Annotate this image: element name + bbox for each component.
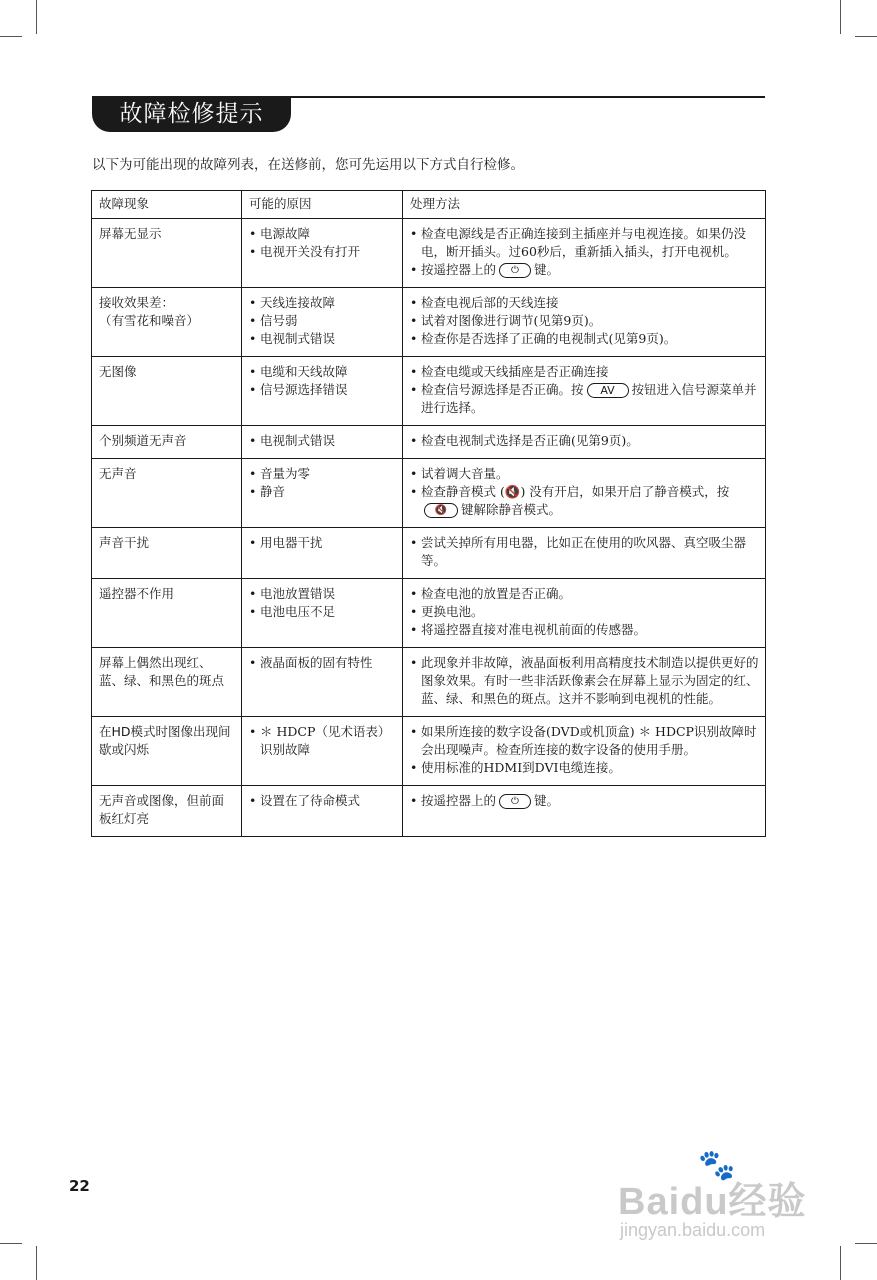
crop-mark [0, 36, 22, 37]
cause-item: • 电池电压不足 [249, 603, 396, 621]
solution-item: • 试着调大音量。 [410, 465, 759, 483]
table-row [92, 219, 766, 288]
cause-cell [242, 648, 403, 717]
solution-cell [403, 648, 766, 717]
cause-list [249, 294, 396, 348]
solution-item: • 检查电视后部的天线连接 [410, 294, 759, 312]
solution-item: • 如果所连接的数字设备(DVD或机顶盒) ＊ HDCP识别故障时会出现噪声。检查所连接的数字设备的使用手册。 [410, 723, 759, 759]
solution-cell [403, 528, 766, 579]
symptom-text: 接收效果差： [99, 295, 175, 310]
crop-mark [855, 1243, 877, 1244]
solution-cell [403, 357, 766, 426]
crop-mark [840, 0, 841, 34]
solution-cell [403, 219, 766, 288]
symptom-cell [92, 528, 242, 579]
symptom-text: 个别频道无声音 [99, 433, 187, 448]
cause-item: • 信号源选择错误 [249, 381, 396, 399]
cause-item: • 电源故障 [249, 225, 396, 243]
symptom-cell [92, 357, 242, 426]
solution-item: • 检查电缆或天线插座是否正确连接 [410, 363, 759, 381]
cause-item: • 设置在了待命模式 [249, 792, 396, 810]
symptom-text: 屏幕上偶然出现红、蓝、绿、和黑色的斑点 [99, 655, 225, 688]
symptom-subtext: （有雪花和噪音） [99, 313, 200, 328]
cause-item: • 电视制式错误 [249, 330, 396, 348]
cause-list [249, 585, 396, 621]
solution-text: ) 没有开启，如果开启了静音模式，按 [520, 484, 730, 499]
symptom-cell [92, 426, 242, 459]
watermark-url: jingyan.baidu.com [620, 1220, 766, 1240]
table-row [92, 648, 766, 717]
solution-list [410, 465, 759, 519]
cause-list [249, 363, 396, 399]
table-row [92, 786, 766, 837]
solution-item [410, 381, 759, 417]
cause-item: • 音量为零 [249, 465, 396, 483]
solution-text: 键。 [534, 262, 560, 277]
header-cause: 可能的原因 [242, 191, 403, 219]
cause-cell [242, 357, 403, 426]
intro-text: 以下为可能出现的故障列表，在送修前，您可先运用以下方式自行检修。 [92, 157, 524, 173]
symptom-text: 无声音 [99, 466, 137, 481]
symptom-cell [92, 459, 242, 528]
solution-item [410, 483, 759, 519]
solution-text: 按遥控器上的 [421, 793, 497, 808]
table-row [92, 459, 766, 528]
cause-list [249, 534, 396, 552]
header-solution: 处理方法 [403, 191, 766, 219]
power-button-icon: ⏻ [499, 263, 531, 278]
symptom-cell [92, 786, 242, 837]
table-header-row [92, 191, 766, 219]
cause-item: • 信号弱 [249, 312, 396, 330]
page-number: 22 [69, 1177, 90, 1195]
cause-item: • 天线连接故障 [249, 294, 396, 312]
crop-mark [840, 1246, 841, 1280]
symptom-cell [92, 717, 242, 786]
solution-item: • 更换电池。 [410, 603, 759, 621]
symptom-cell [92, 648, 242, 717]
cause-list [249, 225, 396, 261]
cause-item: • 电池放置错误 [249, 585, 396, 603]
solution-text: 检查静音模式 ( [421, 484, 505, 499]
cause-item: • 电视开关没有打开 [249, 243, 396, 261]
symptom-cell [92, 288, 242, 357]
cause-cell [242, 219, 403, 288]
symptom-text: 屏幕无显示 [99, 226, 162, 241]
solution-item: • 检查电视制式选择是否正确(见第9页)。 [410, 432, 759, 450]
cause-cell [242, 459, 403, 528]
solution-cell [403, 459, 766, 528]
symptom-cell [92, 219, 242, 288]
solution-text: 按钮进入信号源菜单并进行选择。 [421, 382, 757, 415]
solution-cell [403, 288, 766, 357]
solution-text: 键。 [534, 793, 560, 808]
mute-icon: 🔇 [504, 484, 521, 499]
solution-text: 检查信号源选择是否正确。按 [421, 382, 584, 397]
solution-list [410, 534, 759, 570]
solution-item [410, 792, 759, 810]
av-button-icon: AV [587, 383, 629, 398]
solution-cell [403, 579, 766, 648]
crop-mark [855, 36, 877, 37]
solution-item: • 使用标准的HDMI到DVI电缆连接。 [410, 759, 759, 777]
symptom-text: 声音干扰 [99, 535, 150, 550]
table-row [92, 288, 766, 357]
cause-item: • 静音 [249, 483, 396, 501]
solution-list [410, 225, 759, 279]
cause-item: • ＊ HDCP（见术语表）识别故障 [249, 723, 396, 759]
cause-cell [242, 288, 403, 357]
crop-mark [36, 0, 37, 34]
solution-item: • 将遥控器直接对准电视机前面的传感器。 [410, 621, 759, 639]
solution-text: 按遥控器上的 [421, 262, 497, 277]
symptom-text: 在HD模式时图像出现间歇或闪烁 [99, 724, 231, 757]
table-body [92, 219, 766, 837]
solution-cell [403, 426, 766, 459]
table-row [92, 357, 766, 426]
cause-list [249, 723, 396, 759]
cause-cell [242, 717, 403, 786]
cause-list [249, 792, 396, 810]
header-symptom: 故障现象 [92, 191, 242, 219]
cause-cell [242, 426, 403, 459]
solution-list [410, 294, 759, 348]
solution-item: • 检查你是否选择了正确的电视制式(见第9页)。 [410, 330, 759, 348]
cause-list [249, 465, 396, 501]
solution-item [410, 261, 759, 279]
solution-item: • 此现象并非故障，液晶面板利用高精度技术制造以提供更好的图象效果。有时一些非活跃像素会在屏幕上显示为固定的红、蓝、绿、和黑色的斑点。这并不影响到电视机的性能。 [410, 654, 759, 708]
solution-list [410, 585, 759, 639]
symptom-cell [92, 579, 242, 648]
symptom-text: 无图像 [99, 364, 137, 379]
symptom-text: 无声音或图像，但前面板红灯亮 [99, 793, 225, 826]
solution-list [410, 363, 759, 417]
solution-item: • 检查电池的放置是否正确。 [410, 585, 759, 603]
table-row [92, 426, 766, 459]
cause-list [249, 654, 396, 672]
solution-list [410, 792, 759, 810]
symptom-text: 遥控器不作用 [99, 586, 175, 601]
watermark-brand: Baidu经验 [618, 1181, 807, 1223]
solution-cell [403, 717, 766, 786]
solution-list [410, 654, 759, 708]
cause-cell [242, 786, 403, 837]
solution-cell [403, 786, 766, 837]
crop-mark [36, 1246, 37, 1280]
solution-item: • 试着对图像进行调节(见第9页)。 [410, 312, 759, 330]
solution-item: • 检查电源线是否正确连接到主插座并与电视连接。如果仍没电，断开插头。过60秒后，重新插入插头，打开电视机。 [410, 225, 759, 261]
table-row [92, 579, 766, 648]
cause-cell [242, 528, 403, 579]
cause-list [249, 432, 396, 450]
cause-item: • 电视制式错误 [249, 432, 396, 450]
troubleshooting-table [91, 190, 766, 837]
crop-mark [0, 1243, 22, 1244]
cause-item: • 电缆和天线故障 [249, 363, 396, 381]
power-button-icon: ⏻ [499, 794, 531, 809]
solution-list [410, 723, 759, 777]
cause-item: • 用电器干扰 [249, 534, 396, 552]
solution-item: • 尝试关掉所有用电器，比如正在使用的吹风器、真空吸尘器等。 [410, 534, 759, 570]
table-row [92, 528, 766, 579]
paw-logo-icon: 🐾 [698, 1148, 736, 1183]
mute-button-icon: 🔇 [424, 503, 458, 518]
solution-list [410, 432, 759, 450]
solution-text: 键解除静音模式。 [461, 502, 562, 517]
baidu-watermark [618, 1148, 838, 1248]
cause-cell [242, 579, 403, 648]
page-title: 故障检修提示 [92, 97, 291, 132]
cause-item: • 液晶面板的固有特性 [249, 654, 396, 672]
table-row [92, 717, 766, 786]
